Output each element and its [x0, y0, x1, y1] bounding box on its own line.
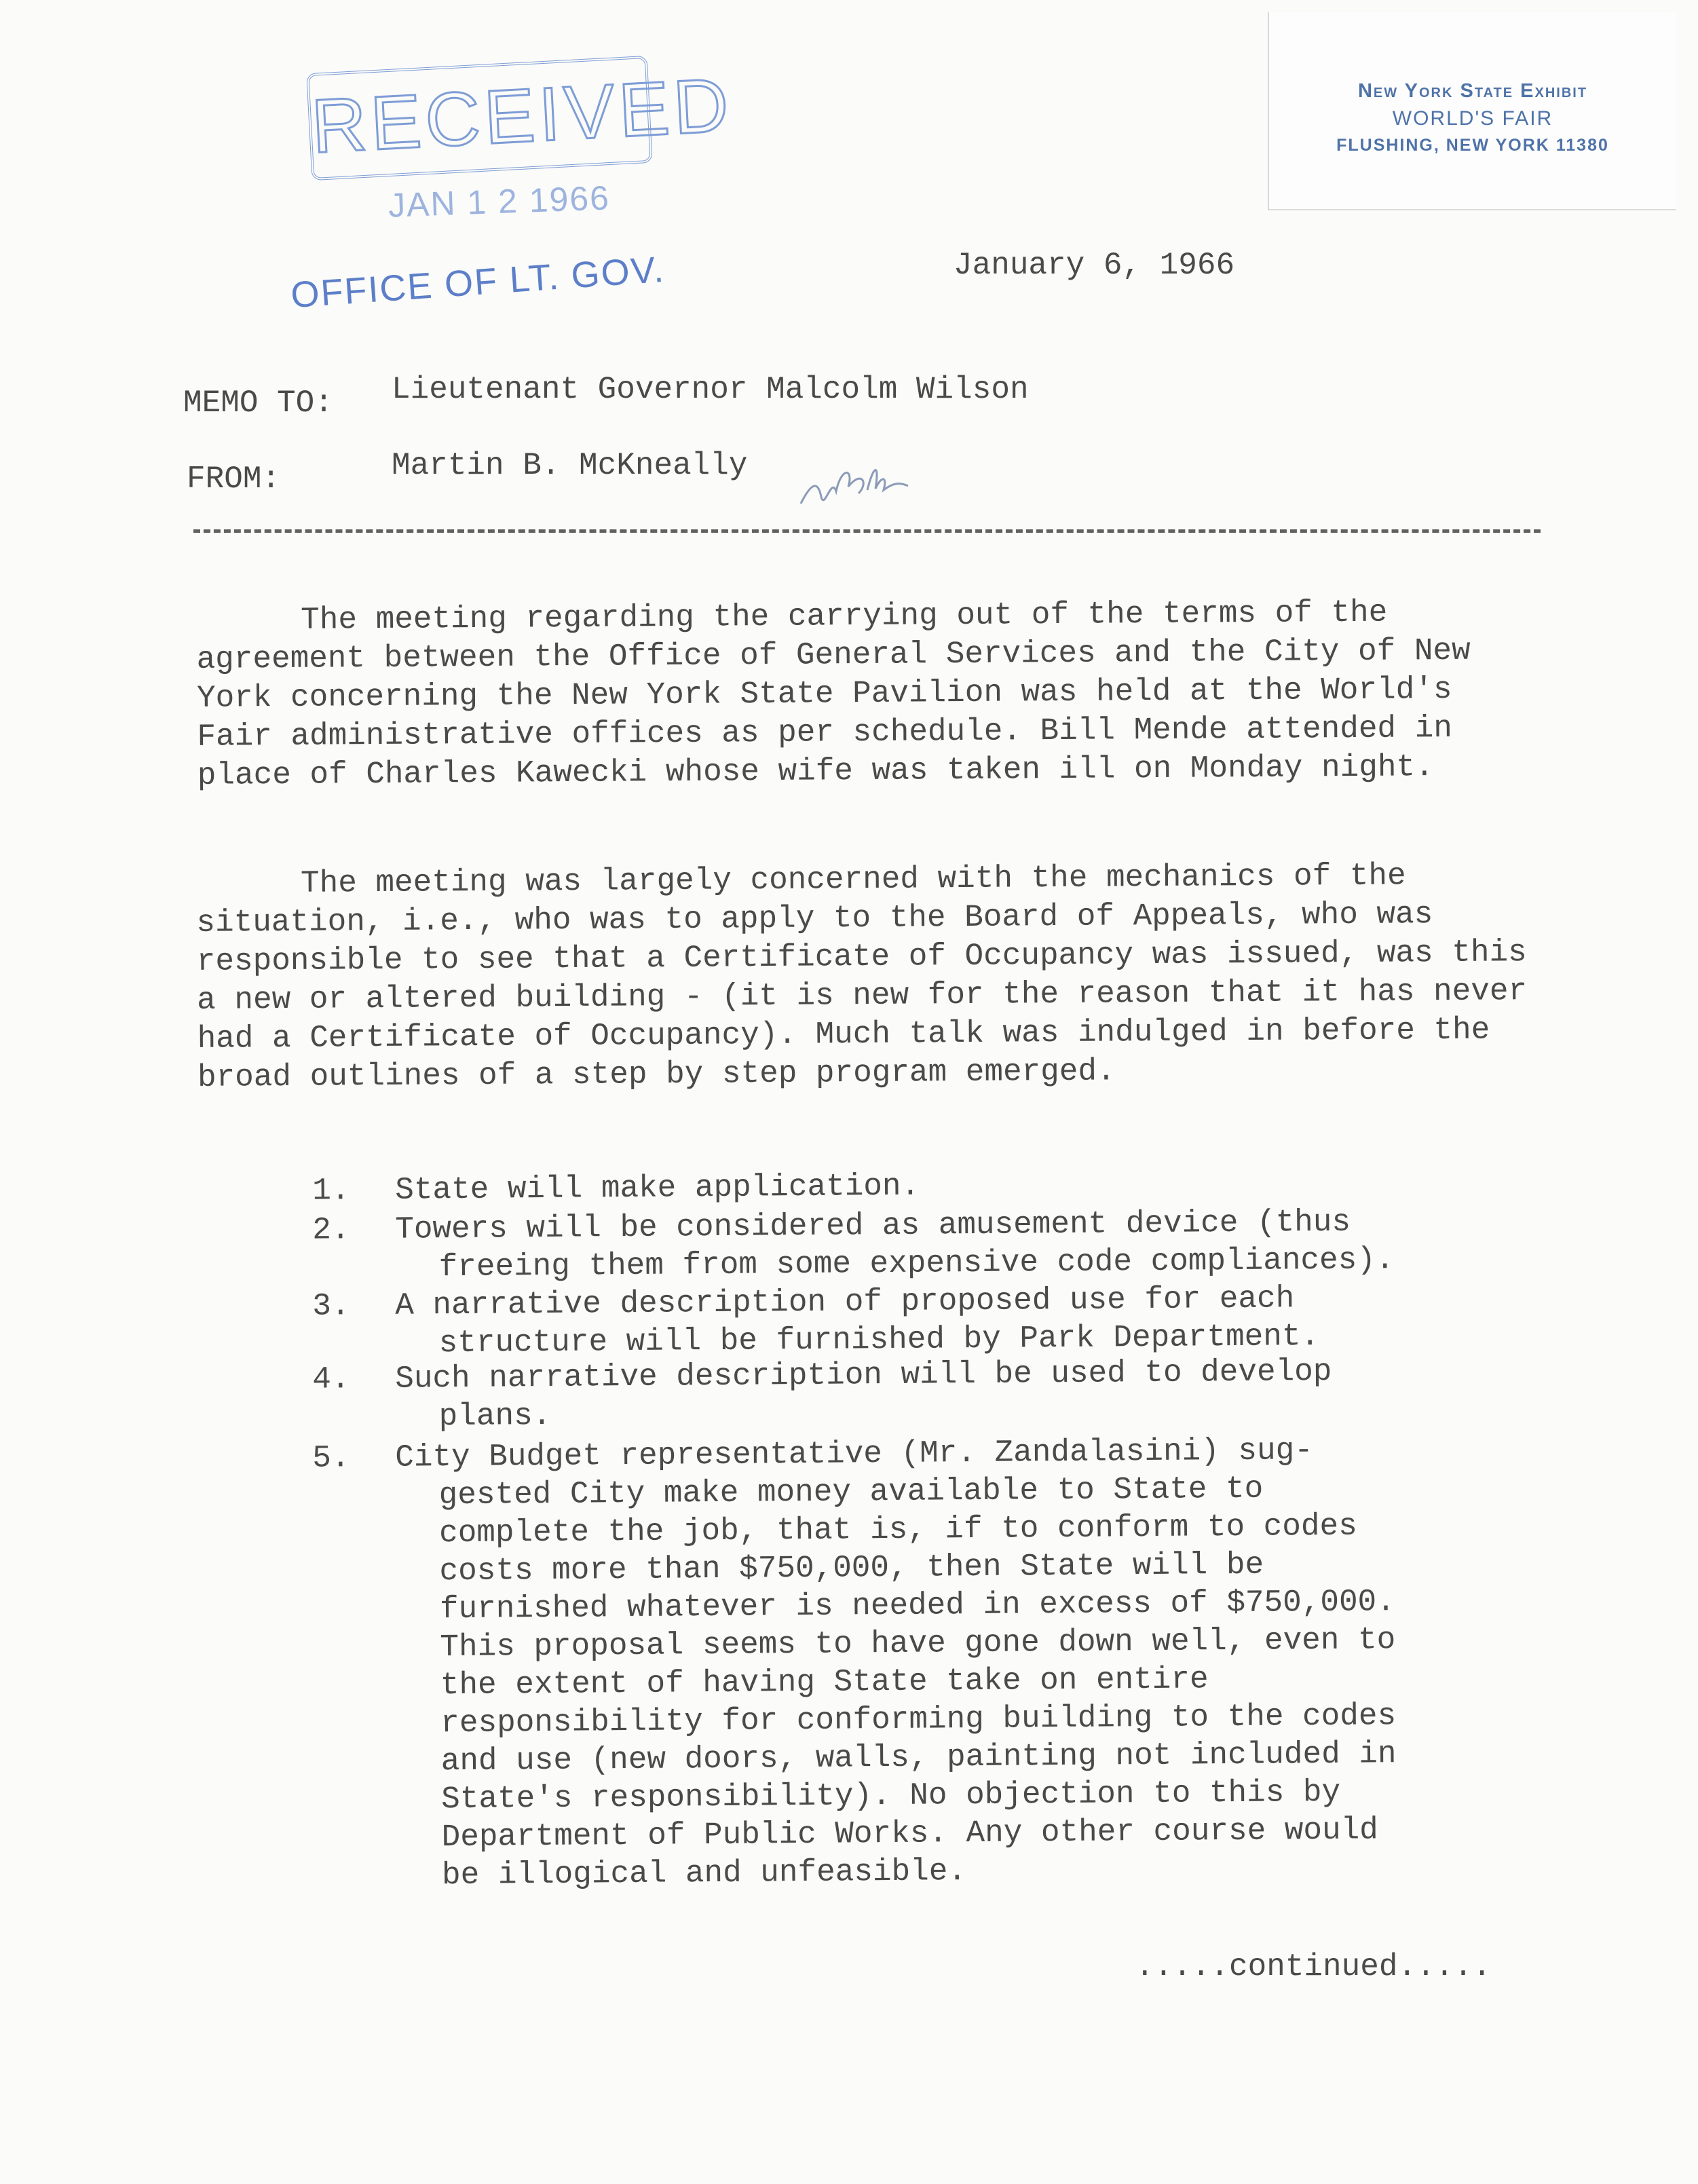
memo-to-label: MEMO TO: — [183, 385, 333, 421]
list-item-continuation: plans. — [438, 1397, 552, 1435]
list-item-text: State will make application. — [395, 1168, 920, 1208]
letterhead-line-3: FLUSHING, NEW YORK 11380 — [1336, 136, 1609, 155]
list-item-text: Towers will be considered as amusement device (thus — [395, 1204, 1351, 1247]
letterhead — [1268, 12, 1676, 210]
list-item-text: Such narrative description will be used to develop — [395, 1353, 1332, 1397]
list-item-continuation: structure will be furnished by Park Department. — [438, 1319, 1320, 1361]
received-stamp-date: JAN 1 2 1966 — [388, 178, 611, 225]
paragraph-1: The meeting regarding the carrying out of the terms of the agreement between the Office of General Services and the City of New York concerning the New York State Pavilion was held at the World's Fair administrative offices as per schedule. Bill Mende attended in place of Charles Kawecki whose wife was taken ill on Monday night. — [196, 595, 1471, 793]
letterhead-line-1: New York State Exhibit — [1357, 80, 1588, 102]
letterhead-line-2: WORLD'S FAIR — [1392, 107, 1553, 130]
handwritten-initials — [794, 456, 916, 517]
list-item-number: 1. — [312, 1173, 350, 1209]
memo-from-value: Martin B. McKneally — [392, 448, 748, 483]
list-item-text: City Budget representative (Mr. Zandalasini) sug- — [395, 1433, 1314, 1475]
memo-date: January 6, 1966 — [954, 248, 1235, 283]
list-item-number: 2. — [312, 1212, 350, 1248]
memo-from-label: FROM: — [187, 462, 281, 497]
list-item-number: 4. — [312, 1361, 350, 1397]
list-item-continuation: gested City make money available to State to complete the job, that is, if to conform to codes costs more than $750,000, then State will be furnished whatever is needed in excess of $750,000. This proposal seems to have gone down well, even to the extent of having State take on entire responsibility for conforming building to the codes and use (new doors, walls, painting not included in State's responsibility). No objection to this by Department of Public Works. Any other course would be illogical and unfeasible. — [438, 1471, 1397, 1894]
continued-note: .....continued..... — [1135, 1949, 1492, 1984]
received-stamp: RECEIVED — [306, 56, 653, 181]
list-item-number: 3. — [312, 1288, 350, 1324]
office-stamp: OFFICE OF LT. GOV. — [289, 248, 666, 316]
list-item-number: 5. — [312, 1440, 350, 1476]
memo-to-value: Lieutenant Governor Malcolm Wilson — [392, 372, 1029, 407]
list-item-1 — [312, 1163, 1466, 1209]
list-item-text: A narrative description of proposed use for each — [395, 1281, 1295, 1323]
list-item-continuation: freeing them from some expensive code compliances). — [438, 1242, 1395, 1285]
paragraph-2: The meeting was largely concerned with the mechanics of the situation, i.e., who was to apply to the Board of Appeals, who was responsible to see that a Certificate of Occupancy was issued, was this a new or altered building - (it is new for the reason that it has never had a Certificate of Occupancy). Much talk was indulged in before the broad outlines of a step by step program emerged. — [196, 858, 1528, 1095]
divider-rule — [193, 529, 1541, 533]
